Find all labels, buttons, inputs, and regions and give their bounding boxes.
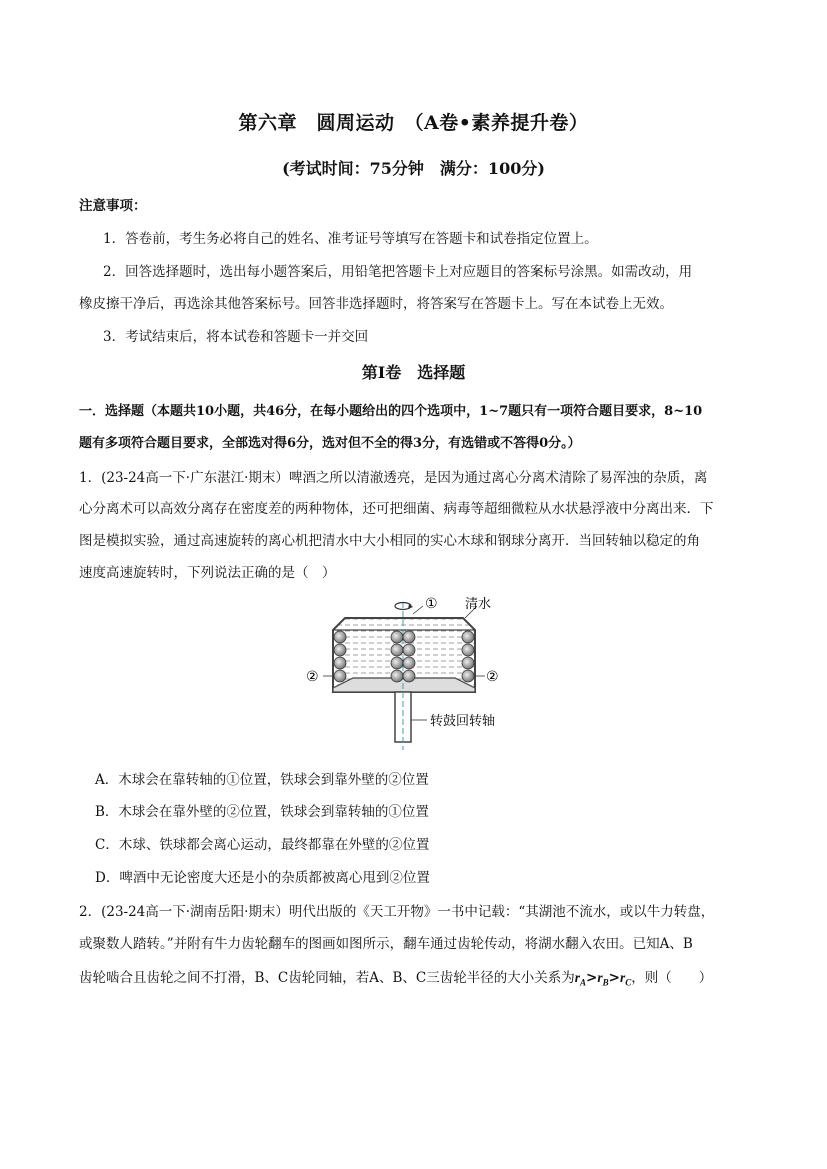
gt-2: > bbox=[608, 970, 620, 986]
q2-stem-2: 或聚数人踏转。”并附有牛力齿轮翻车的图画如图所示，翻车通过齿轮传动，将湖水翻入农田。已知A、B bbox=[79, 936, 693, 952]
figure-label-2-right: ② bbox=[486, 669, 499, 685]
q2-stem-3-text: 齿轮啮合且齿轮之间不打滑，B、C齿轮同轴，若A、B、C三齿轮半径的大小关系为 bbox=[79, 970, 575, 986]
section-title: 第Ⅰ卷 选择题 bbox=[361, 363, 466, 382]
q2-stem-3-end: ，则（ ） bbox=[631, 970, 713, 986]
notice-heading: 注意事项： bbox=[79, 198, 147, 214]
radius-c: r bbox=[619, 970, 626, 985]
radius-b: r bbox=[597, 970, 603, 985]
radius-c-sub: C bbox=[625, 977, 632, 988]
q2-stem-1: 2．(23-24高一下·湖南岳阳·期末）明代出版的《天工开物》一书中记载：“其湖池不流水，或以牛力转盘， bbox=[79, 904, 715, 920]
centrifuge-figure bbox=[305, 592, 535, 750]
figure-label-2-left: ② bbox=[306, 669, 319, 685]
section-instructions-1: 一．选择题（本题共10小题，共46分，在每小题给出的四个选项中，1~7题只有一项符合题目要求，8~10 bbox=[79, 404, 703, 419]
exam-info: (考试时间：75分钟 满分：100分) bbox=[282, 159, 545, 178]
section-instructions-2: 题有多项符合题目要求，全部选对得6分，选对但不全的得3分，有选错或不答得0分。） bbox=[79, 436, 581, 451]
figure-label-1: ① bbox=[425, 596, 438, 612]
q1-stem-3: 图是模拟实验，通过高速旋转的离心机把清水中大小相同的实心木球和钢球分离开．当回转轴以稳定的角 bbox=[79, 533, 700, 549]
figure-label-water: 清水 bbox=[465, 597, 492, 612]
q1-stem-1: 1．(23-24高一下·广东湛江·期末）啤酒之所以清澈透亮，是因为通过离心分离术清除了易浑浊的杂质，离 bbox=[79, 470, 708, 486]
radius-a: r bbox=[574, 970, 581, 985]
notice-item-3: 3．考试结束后，将本试卷和答题卡一并交回 bbox=[103, 329, 369, 345]
q1-stem-2: 心分离术可以高效分离存在密度差的两种物体，还可把细菌、病毒等超细微粒从水状悬浮液中分离出来．下 bbox=[79, 501, 714, 517]
gt-1: > bbox=[586, 970, 598, 986]
q1-stem-4: 速度高速旋转时，下列说法正确的是（ ） bbox=[79, 565, 336, 581]
notice-item-2: 2．回答选择题时，选出每小题答案后，用铅笔把答题卡上对应题目的答案标号涂黑。如需改动，用 bbox=[103, 264, 693, 280]
notice-item-2-cont: 橡皮擦干净后，再选涂其他答案标号。回答非选择题时，将答案写在答题卡上。写在本试卷上无效。 bbox=[79, 296, 673, 312]
figure-label-axis: 转鼓回转轴 bbox=[430, 714, 496, 729]
q1-option-a: A．木球会在靠转轴的①位置，铁球会到靠外壁的②位置 bbox=[95, 772, 429, 788]
q2-stem-3 bbox=[79, 966, 712, 988]
q1-option-b: B．木球会在靠外壁的②位置，铁球会到靠转轴的①位置 bbox=[95, 804, 429, 820]
page-title: 第六章 圆周运动 （A卷•素养提升卷） bbox=[238, 112, 589, 134]
q1-option-d: D．啤酒中无论密度大还是小的杂质都被离心甩到②位置 bbox=[95, 870, 430, 886]
radius-b-sub: B bbox=[602, 977, 609, 988]
radius-a-sub: A bbox=[580, 977, 587, 988]
notice-item-1: 1．答卷前，考生务必将自己的姓名、准考证号等填写在答题卡和试卷指定位置上。 bbox=[103, 231, 598, 247]
q1-option-c: C．木球、铁球都会离心运动，最终都靠在外壁的②位置 bbox=[95, 837, 430, 853]
